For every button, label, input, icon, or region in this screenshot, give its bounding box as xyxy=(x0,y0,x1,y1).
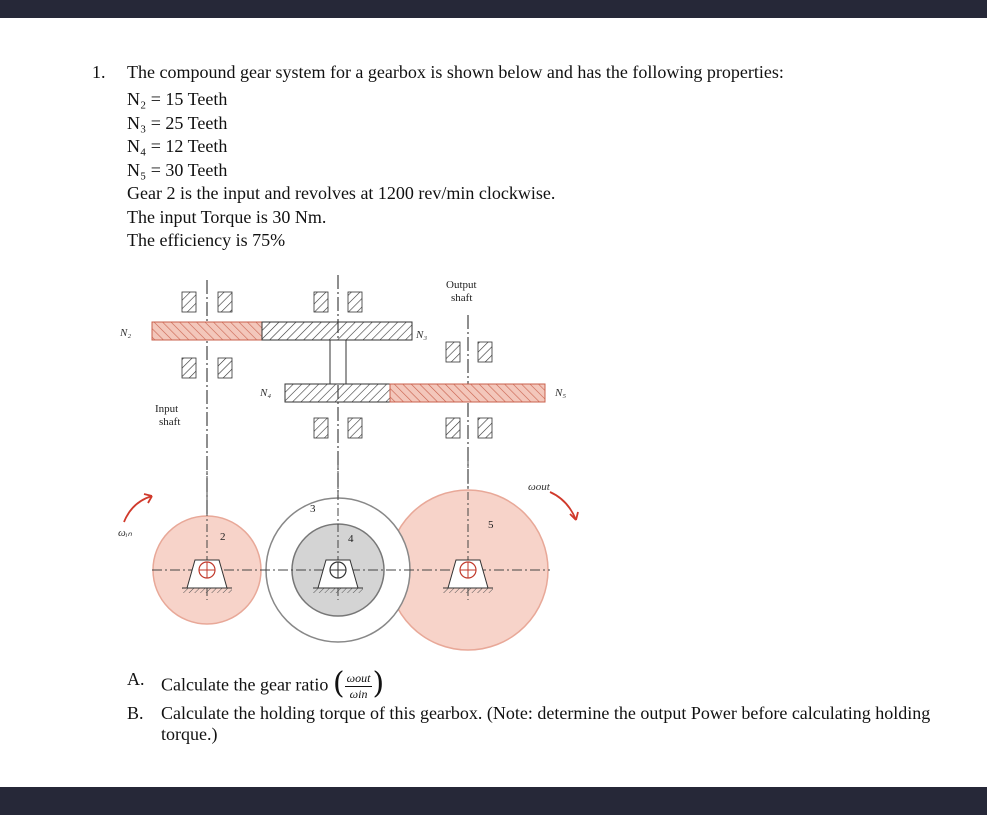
omega-out-label: ωout xyxy=(528,481,550,493)
label-gear-5: 5 xyxy=(488,519,494,531)
gear-4-top-view xyxy=(285,384,390,402)
top-dark-bar xyxy=(0,0,987,18)
gear-5-top-view xyxy=(390,384,545,402)
properties-list xyxy=(127,88,555,253)
input-shaft-label-1: Input xyxy=(155,403,179,415)
bottom-dark-bar xyxy=(0,787,987,815)
output-shaft-label-1: Output xyxy=(446,279,477,291)
input-shaft-label-2: shaft xyxy=(159,416,181,428)
gear-diagram xyxy=(110,270,580,665)
task-a: Calculate the gear ratio ( $\frac{\text{ωout}}{\text{ωin}}$ ) xyxy=(161,666,385,701)
property-n3: N₃ = 25 Teeth xyxy=(127,112,228,133)
omega-in-label: ωᵢₙ xyxy=(118,527,132,539)
gear-2-top-view xyxy=(152,322,262,340)
question-intro: The compound gear system for a gearbox is shown below and has the following properties: xyxy=(127,62,784,82)
label-gear-2: 2 xyxy=(220,531,226,543)
gear-system-figure xyxy=(110,270,580,665)
label-n4: N₄ xyxy=(260,387,272,399)
property-n4: N₄ = 12 Teeth xyxy=(127,136,228,156)
question-number: 1. xyxy=(92,62,106,82)
task-b-letter: B. xyxy=(127,703,144,723)
property-input-speed: Gear 2 is the input and revolves at 1200 rev/min clockwise. xyxy=(127,183,556,203)
property-n2: N₂ = 15 Teeth xyxy=(127,89,228,109)
output-shaft-label-2: shaft xyxy=(451,292,473,304)
task-a-letter: A. xyxy=(127,669,145,689)
property-input-torque: The input Torque is 30 Nm. xyxy=(127,206,327,227)
label-gear-3: 3 xyxy=(310,503,316,515)
label-n3: N₃ xyxy=(416,329,428,341)
fraction-numerator: ωout xyxy=(346,671,371,685)
gear-ratio-fraction xyxy=(345,671,373,702)
omega-in-arrow xyxy=(124,496,152,522)
label-n5: N₅ xyxy=(555,387,567,399)
label-n2: N₂ xyxy=(120,327,132,339)
task-b-text: Calculate the holding torque of this gearbox. (Note: determine the output Power before calculating holding torque.) xyxy=(161,703,931,744)
label-gear-4: 4 xyxy=(348,533,354,545)
task-a-text: Calculate the gear ratio xyxy=(161,674,329,695)
gear-3-top-view xyxy=(262,322,412,340)
property-efficiency: The efficiency is 75% xyxy=(127,230,286,250)
property-n5: N₅ = 30 Teeth xyxy=(127,159,228,180)
fraction-denominator: ωin xyxy=(349,687,368,701)
